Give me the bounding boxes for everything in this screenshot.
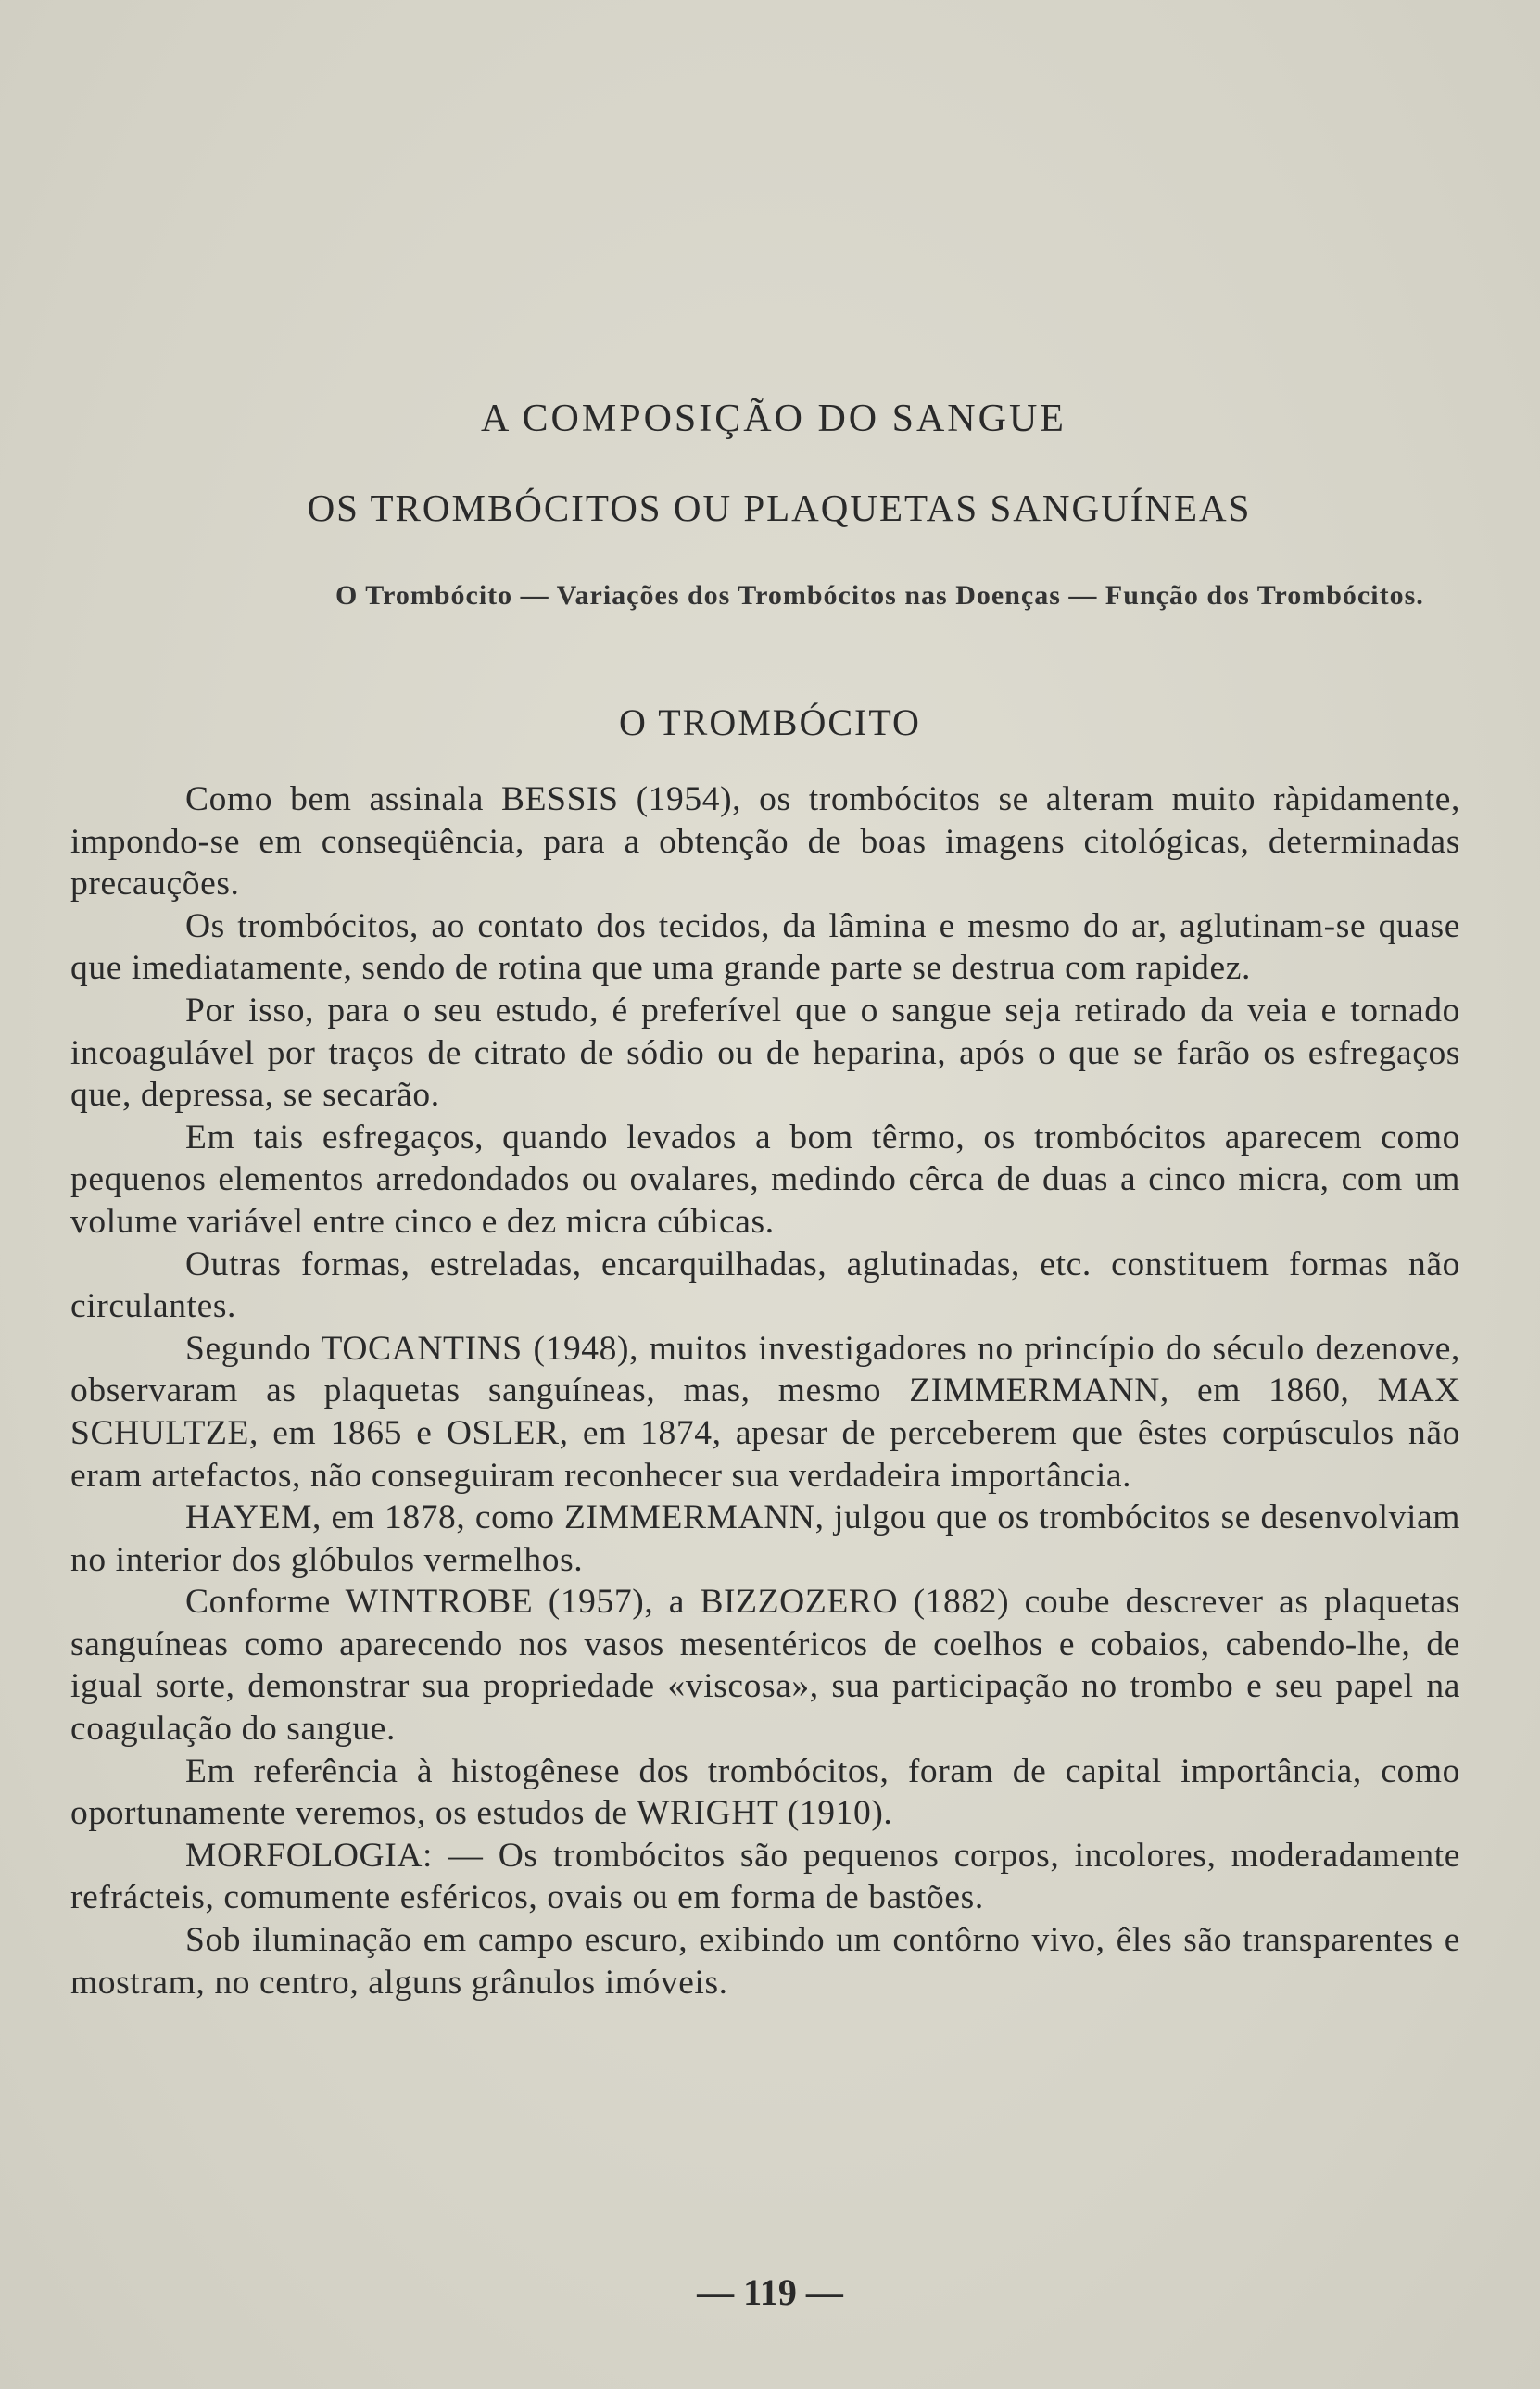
- paragraph: Outras formas, estreladas, encarquilhadas, aglutinadas, etc. constituem formas não circulantes.: [70, 1245, 1460, 1326]
- paragraph: Segundo TOCANTINS (1948), muitos investigadores no princípio do século dezenove, observaram as plaquetas sanguíneas, mas, mesmo ZIMMERMANN, em 1860, MAX SCHULTZE, em 1865 e OSLER, em 1874, apesar de perceberem que êstes corpúsculos não eram artefactos, não conseguiram reconhecer sua verdadeira importância.: [70, 1329, 1460, 1495]
- body-text: [70, 778, 1460, 2003]
- paragraph: Os trombócitos, ao contato dos tecidos, da lâmina e mesmo do ar, aglutinam-se quase que imediatamente, sendo de rotina que uma grande parte se destrua com rapidez.: [70, 906, 1460, 988]
- paragraph: HAYEM, em 1878, como ZIMMERMANN, julgou que os trombócitos se desenvolviam no interior dos glóbulos vermelhos.: [70, 1498, 1460, 1579]
- paragraph: MORFOLOGIA: — Os trombócitos são pequenos corpos, incolores, moderadamente refrácteis, comumente esféricos, ovais ou em forma de bastões.: [70, 1836, 1460, 1917]
- paragraph: Por isso, para o seu estudo, é preferível que o sangue seja retirado da veia e tornado incoagulável por traços de citrato de sódio ou de heparina, após o que se farão os esfregaços que, depressa, se secarão.: [70, 991, 1460, 1115]
- page-number: — 119 —: [697, 2271, 843, 2313]
- page-title: A COMPOSIÇÃO DO SANGUE: [481, 398, 1067, 440]
- chapter-summary: O Trombócito — Variações dos Trombócitos nas Doenças — Função dos Trombócitos.: [335, 580, 1424, 611]
- paragraph: Em referência à histogênese dos trombócitos, foram de capital importância, como oportunamente veremos, os estudos de WRIGHT (1910).: [70, 1751, 1460, 1833]
- section-title: O TROMBÓCITO: [619, 702, 921, 743]
- paragraph: Como bem assinala BESSIS (1954), os trombócitos se alteram muito ràpidamente, impondo-se em conseqüência, para a obtenção de boas imagens citológicas, determinadas precauções.: [70, 780, 1460, 904]
- chapter-subtitle: OS TROMBÓCITOS OU PLAQUETAS SANGUÍNEAS: [307, 487, 1252, 529]
- paragraph: Em tais esfregaços, quando levados a bom têrmo, os trombócitos aparecem como pequenos elementos arredondados ou ovalares, medindo cêrca de duas a cinco micra, com um volume variável entre cinco e dez micra cúbicas.: [70, 1118, 1460, 1241]
- paragraph: Conforme WINTROBE (1957), a BIZZOZERO (1882) coube descrever as plaquetas sanguíneas como aparecendo nos vasos mesentéricos de coelhos e cobaios, cabendo-lhe, de igual sorte, demonstrar sua propriedade «viscosa», sua participação no trombo e seu papel na coagulação do sangue.: [70, 1583, 1460, 1749]
- paragraph: Sob iluminação em campo escuro, exibindo um contôrno vivo, êles são transparentes e mostram, no centro, alguns grânulos imóveis.: [70, 1921, 1460, 2002]
